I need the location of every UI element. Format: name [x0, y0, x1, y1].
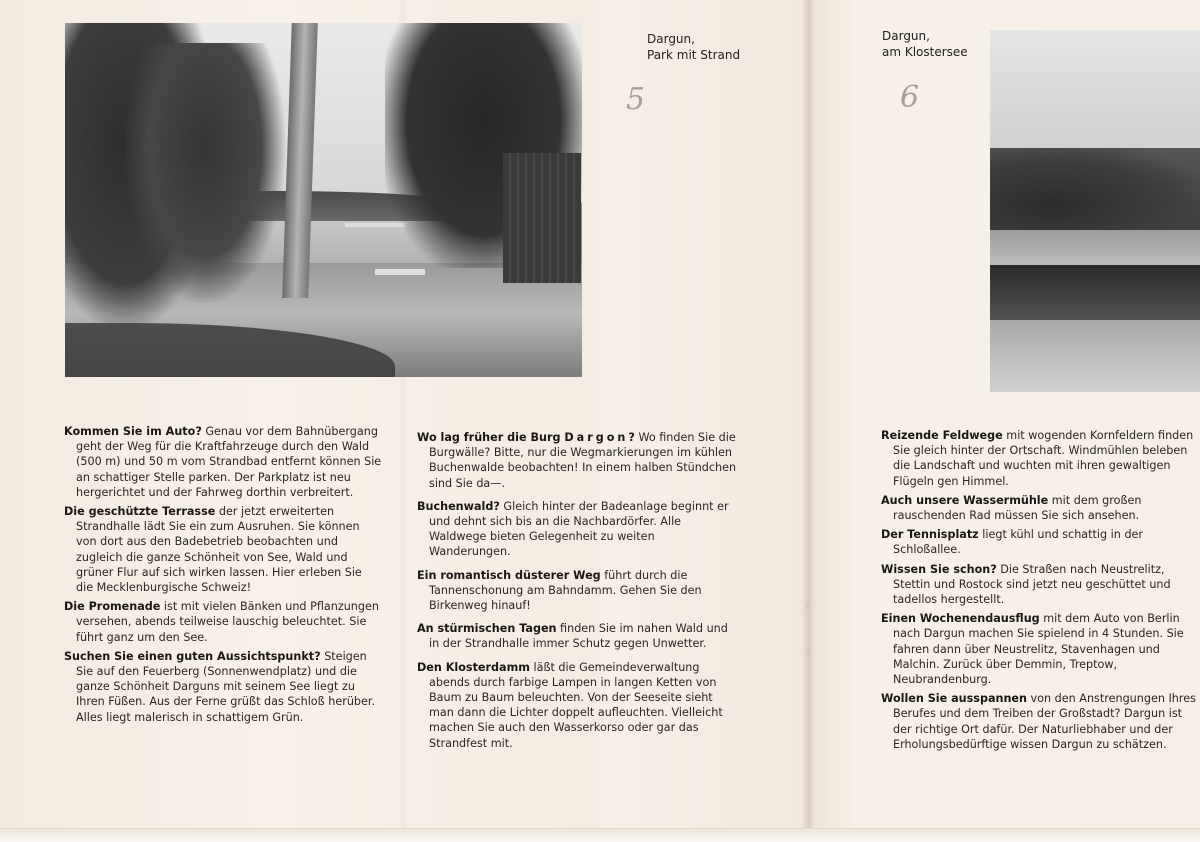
text-column-right: [881, 428, 1199, 756]
paper-bottom-edge: [0, 828, 1200, 842]
paragraph: [64, 504, 382, 595]
paragraph: [881, 428, 1199, 489]
paragraph-heading: Reizende Feldwege: [881, 429, 1003, 442]
paragraph: [881, 562, 1199, 608]
paragraph-body: von den Anstrengungen Ihres Berufes und dem Treiben der Großstadt? Dargun ist der richtige Ort dafür. Der Naturliebhaber und der Erholungsbedürftige wissen Dargun zu schätzen.: [893, 692, 1196, 751]
text-column-middle: [417, 430, 737, 759]
paragraph-body: läßt die Gemeindeverwaltung abends durch farbige Lampen in langen Ketten von Baum zu Baum beleuchten. Von der Seeseite sieht man dann die Lichter doppelt aufleuchten. Vielleicht machen Sie auch den Wasserkorso oder gar das Strandfest mit.: [429, 660, 723, 750]
paragraph: [881, 611, 1199, 687]
paragraph-body: Steigen Sie auf den Feuerberg (Sonnenwendplatz) und die ganze Schönheit Darguns mit seinem See liegt zu Ihren Füßen. Aus der Ferne grüßt das Schloß herüber. Alles liegt malerisch in schattigem Grün.: [76, 649, 376, 724]
paragraph-heading: Den Klosterdamm: [417, 660, 530, 674]
paragraph: [881, 691, 1199, 752]
paragraph-heading: Auch unsere Wassermühle: [881, 493, 1049, 507]
photo1-caption-line1: Dargun,: [647, 32, 695, 46]
paragraph-heading: Buchenwald?: [417, 499, 500, 513]
pencil-page-number-6: 6: [900, 80, 920, 115]
paragraph: [881, 527, 1199, 557]
paragraph-body: mit dem großen rauschenden Rad müssen Sie sich ansehen.: [893, 493, 1142, 523]
photo1-caption-line2: Park mit Strand: [647, 48, 741, 62]
paragraph-heading: Wissen Sie schon?: [881, 562, 997, 576]
paragraph-heading: Der Tennisplatz: [881, 528, 979, 542]
page-fold: [801, 0, 815, 841]
paragraph-body: Die Straßen nach Neustrelitz, Stettin und Rostock sind jetzt neu geschüttet und tadellos hergestellt.: [893, 562, 1171, 607]
paragraph-body: liegt kühl und schattig in der Schloßallee.: [893, 528, 1144, 557]
paragraph-heading: Die Promenade: [64, 600, 161, 614]
paragraph-heading: Ein romantisch düsterer Weg: [417, 568, 601, 582]
paragraph-body: Gleich hinter der Badeanlage beginnt er und dehnt sich bis an die Nachbardörfer. Alle Waldwege bieten Gelegenheit zu weiten Wanderungen.: [429, 499, 729, 559]
photo2-caption: [882, 28, 968, 60]
paragraph-heading: Einen Wochenendausflug: [881, 612, 1040, 626]
paragraph: [417, 499, 737, 560]
paragraph: [64, 424, 382, 500]
paragraph-body: der jetzt erweiterten Strandhalle lädt Sie ein zum Ausruhen. Sie können von dort aus den Badebetrieb beobachten und zugleich die ganze Schönheit von See, Wald und grüner Flur auf sich wirken lassen. Hier erleben Sie die Mecklenburgische Schweiz!: [76, 505, 362, 595]
photo2-caption-line1: Dargun,: [882, 29, 930, 43]
paragraph-body: führt durch die Tannenschonung am Bahndamm. Gehen Sie den Birkenweg hinauf!: [429, 568, 702, 613]
paragraph-heading: Kommen Sie im Auto?: [64, 425, 202, 438]
paragraph-heading: An stürmischen Tagen: [417, 622, 557, 636]
photo-park-with-beach: [65, 23, 582, 377]
pencil-page-number-5: 5: [626, 82, 646, 117]
paragraph-body: Wo finden Sie die Burgwälle? Bitte, nur die Wegmarkierungen im kühlen Buchenwalde beobachten! In einem halben Stündchen sind Sie da—.: [429, 431, 737, 490]
paragraph-heading: Wollen Sie ausspannen: [881, 692, 1027, 706]
paragraph: [64, 599, 382, 645]
heading-end: ?: [628, 431, 635, 444]
heading-spaced-name: Dargon: [564, 431, 629, 444]
paragraph-body: finden Sie im nahen Wald und in der Strandhalle immer Schutz gegen Unwetter.: [429, 622, 728, 651]
paragraph-body: mit wogenden Kornfeldern finden Sie gleich hinter der Ortschaft. Windmühlen beleben die Landschaft und wuchten mit ihren gewaltigen Flügeln gen Himmel.: [893, 429, 1194, 488]
paragraph: [417, 568, 737, 614]
paragraph: [64, 649, 382, 725]
photo-klostersee: [990, 30, 1200, 392]
photo1-caption: [647, 31, 740, 63]
paragraph-heading: [417, 431, 635, 444]
paragraph: [881, 493, 1199, 523]
paper-smudge: [807, 648, 811, 654]
paragraph: [417, 430, 737, 491]
paragraph-heading: Die geschützte Terrasse: [64, 505, 216, 519]
paragraph-heading: Suchen Sie einen guten Aussichtspunkt?: [64, 649, 321, 663]
photo2-caption-line2: am Klostersee: [882, 45, 968, 59]
paragraph-body: mit dem Auto von Berlin nach Dargun machen Sie spielend in 4 Stunden. Sie fahren dann über Neustrelitz, Stavenhagen und Malchin. Zurück über Demmin, Treptow, Neubrandenburg.: [893, 612, 1184, 687]
heading-text: Wo lag früher die Burg: [417, 431, 561, 444]
paragraph: [417, 660, 737, 751]
paragraph-body: ist mit vielen Bänken und Pflanzungen versehen, abends teilweise lauschig beleuchtet. Sie führt ganz um den See.: [76, 600, 379, 644]
paragraph-body: Genau vor dem Bahnübergang geht der Weg für die Kraftfahrzeuge durch den Wald (500 m) und 50 m vom Strandbad entfernt können Sie an schattiger Stelle parken. Der Parkplatz ist neu hergerichtet und der Fahrweg dorthin verbreitert.: [76, 425, 382, 499]
paragraph: [417, 621, 737, 651]
text-column-left: [64, 424, 382, 729]
paper-smudge: [806, 604, 810, 610]
